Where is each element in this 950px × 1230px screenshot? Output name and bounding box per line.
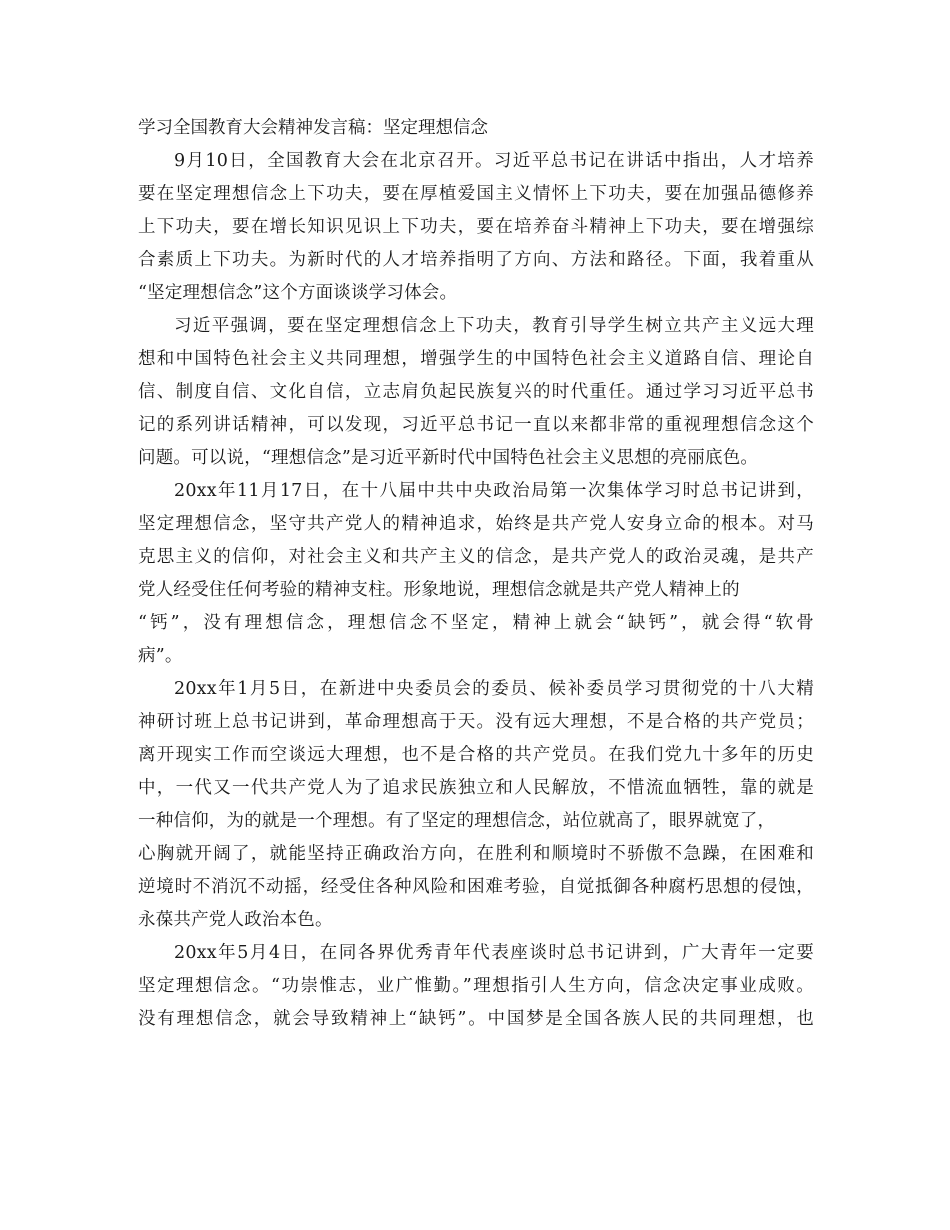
text-line: 没有理想信念，就会导致精神上“缺钙”。中国梦是全国各族人民的共同理想，也 bbox=[138, 1009, 814, 1029]
text-line: 信、制度自信、文化自信，立志肩负起民族复兴的时代重任。通过学习习近平总书 bbox=[138, 382, 814, 402]
paragraph-4 bbox=[138, 673, 814, 937]
text-line: 记的系列讲话精神，可以发现，习近平总书记一直以来都非常的重视理想信念这个 bbox=[138, 415, 814, 435]
text-line: 心胸就开阔了，就能坚持正确政治方向，在胜利和顺境时不骄傲不急躁，在困难和 bbox=[138, 844, 814, 864]
text-line: “钙”，没有理想信念，理想信念不坚定，精神上就会“缺钙”，就会得“软骨 bbox=[138, 613, 814, 633]
text-line: “坚定理想信念”这个方面谈谈学习体会。 bbox=[138, 283, 458, 303]
text-line: 一种信仰，为的就是一个理想。有了坚定的理想信念，站位就高了，眼界就宽了， bbox=[138, 811, 776, 831]
text-line: 党人经受住任何考验的精神支柱。形象地说，理想信念就是共产党人精神上的 bbox=[138, 580, 740, 600]
text-line: 20xx年11月17日，在十八届中共中央政治局第一次集体学习时总书记讲到， bbox=[174, 481, 814, 501]
text-line: 问题。可以说，“理想信念”是习近平新时代中国特色社会主义思想的亮丽底色。 bbox=[138, 448, 759, 468]
text-line: 想和中国特色社会主义共同理想，增强学生的中国特色社会主义道路自信、理论自 bbox=[138, 349, 814, 369]
text-line: 9月10日，全国教育大会在北京召开。习近平总书记在讲话中指出，人才培养 bbox=[174, 151, 814, 171]
text-line: 上下功夫，要在增长知识见识上下功夫，要在培养奋斗精神上下功夫，要在增强综 bbox=[138, 217, 814, 237]
paragraph-1 bbox=[138, 145, 814, 310]
text-line: 20xx年1月5日，在新进中央委员会的委员、候补委员学习贯彻党的十八大精 bbox=[174, 679, 814, 699]
text-line: 永葆共产党人政治本色。 bbox=[138, 910, 333, 930]
paragraph-2 bbox=[138, 310, 814, 475]
text-line: 习近平强调，要在坚定理想信念上下功夫，教育引导学生树立共产主义远大理 bbox=[174, 316, 814, 336]
paragraph-5 bbox=[138, 937, 814, 1036]
text-line: 中，一代又一代共产党人为了追求民族独立和人民解放，不惜流血牺牲，靠的就是 bbox=[138, 778, 814, 798]
text-line: 逆境时不消沉不动摇，经受住各种风险和困难考验，自觉抵御各种腐朽思想的侵蚀， bbox=[138, 877, 814, 897]
text-line: 要在坚定理想信念上下功夫，要在厚植爱国主义情怀上下功夫，要在加强品德修养 bbox=[138, 184, 814, 204]
text-line: 神研讨班上总书记讲到，革命理想高于天。没有远大理想，不是合格的共产党员； bbox=[138, 712, 814, 732]
paragraph-3 bbox=[138, 475, 814, 673]
document-page bbox=[138, 112, 814, 1036]
text-line: 坚定理想信念，坚守共产党人的精神追求，始终是共产党人安身立命的根本。对马 bbox=[138, 514, 814, 534]
document-title: 学习全国教育大会精神发言稿：坚定理想信念 bbox=[138, 118, 488, 138]
text-line: 病”。 bbox=[138, 646, 183, 666]
text-line: 坚定理想信念。“功崇惟志，业广惟勤。”理想指引人生方向，信念决定事业成败。 bbox=[138, 976, 814, 996]
text-line: 克思主义的信仰，对社会主义和共产主义的信念，是共产党人的政治灵魂，是共产 bbox=[138, 547, 814, 567]
text-line: 离开现实工作而空谈远大理想，也不是合格的共产党员。在我们党九十多年的历史 bbox=[138, 745, 814, 765]
text-line: 合素质上下功夫。为新时代的人才培养指明了方向、方法和路径。下面，我着重从 bbox=[138, 250, 814, 270]
text-line: 20xx年5月4日，在同各界优秀青年代表座谈时总书记讲到，广大青年一定要 bbox=[174, 943, 814, 963]
